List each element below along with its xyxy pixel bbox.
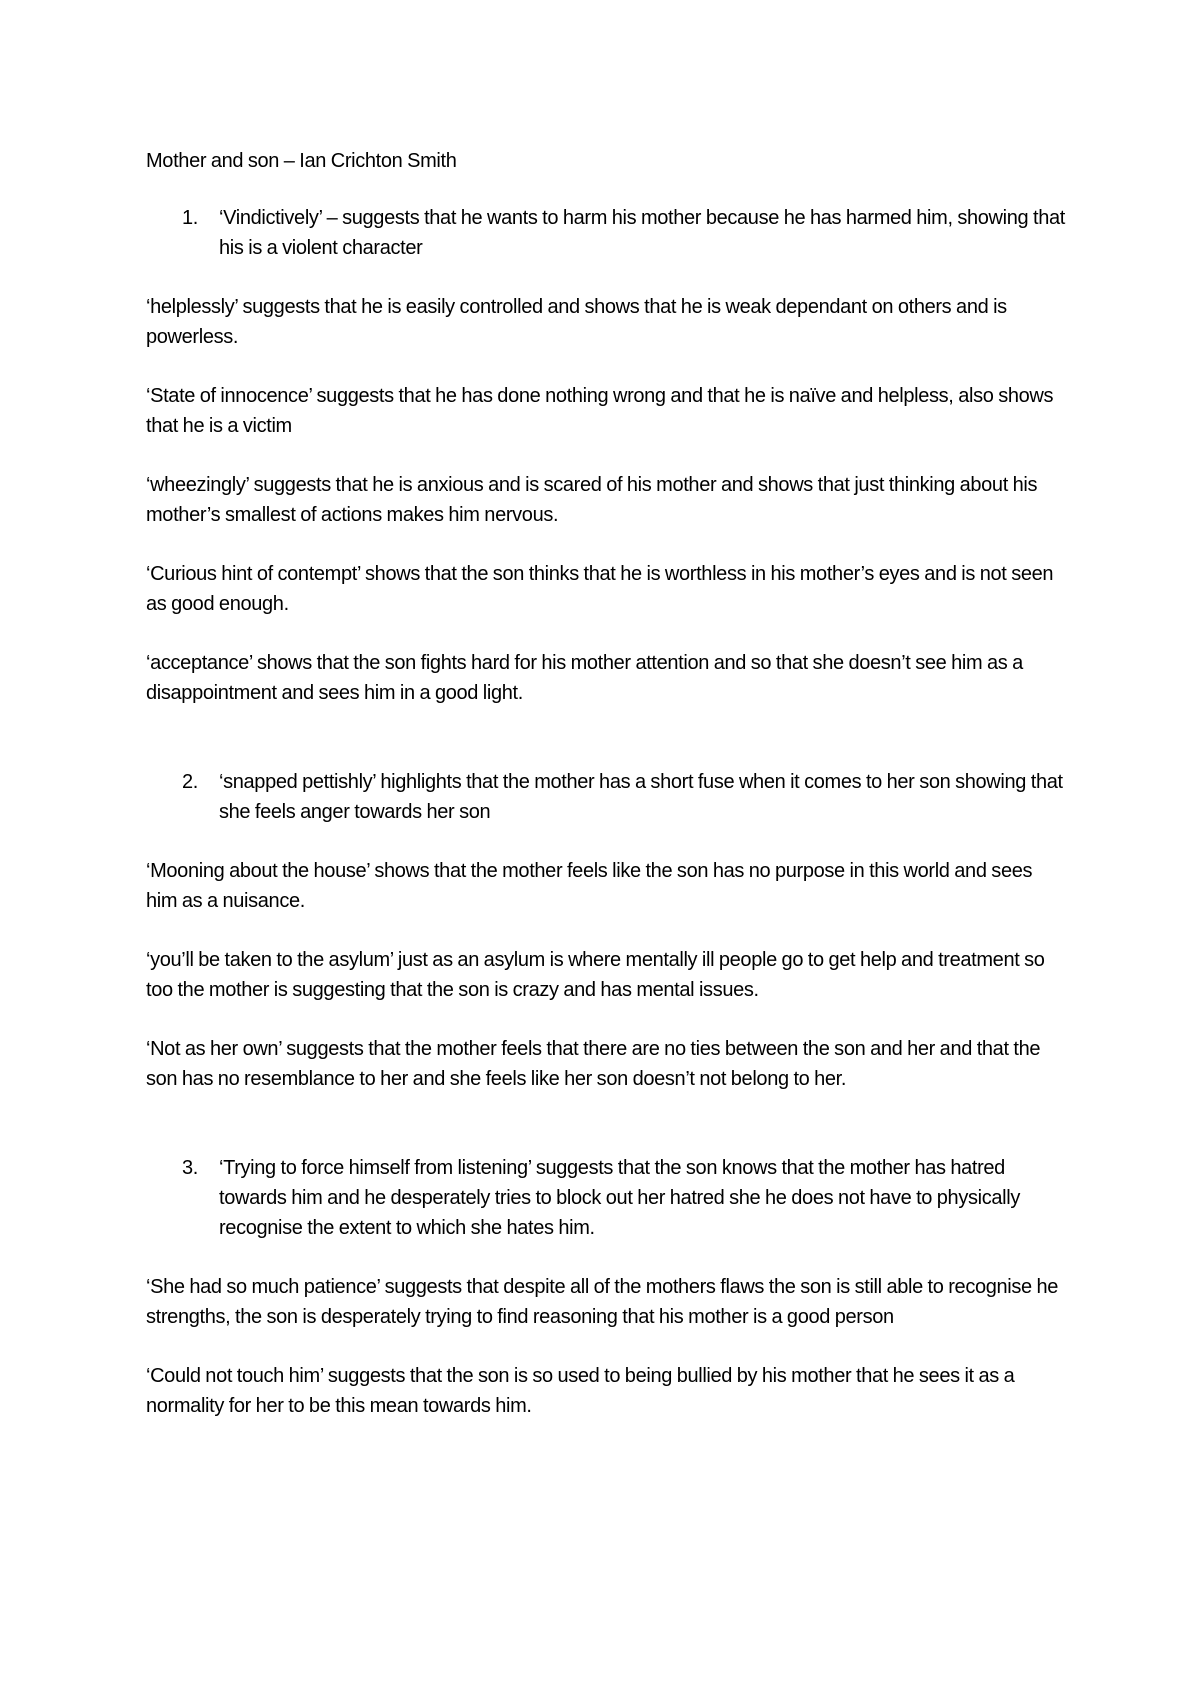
paragraph: ‘Could not touch him’ suggests that the son is so used to being bullied by his mother that he sees it as a normality for her to be this mean towards him. — [146, 1365, 1015, 1417]
numbered-item-2 — [146, 767, 1066, 827]
paragraph: ‘Not as her own’ suggests that the mother feels that there are no ties between the son and her and that the son has no resemblance to her and she feels like her son doesn’t not belong to her. — [146, 1038, 1041, 1090]
document-title: Mother and son – Ian Crichton Smith — [146, 150, 457, 172]
item-number: 1. — [182, 207, 198, 229]
paragraph: ‘State of innocence’ suggests that he has done nothing wrong and that he is naïve and helpless, also shows that he is a victim — [146, 385, 1054, 437]
paragraph: ‘acceptance’ shows that the son fights hard for his mother attention and so that she doesn’t see him as a disappointment and sees him in a good light. — [146, 652, 1023, 704]
paragraph: ‘Mooning about the house’ shows that the mother feels like the son has no purpose in this world and sees him as a nuisance. — [146, 860, 1033, 912]
paragraph: ‘helplessly’ suggests that he is easily controlled and shows that he is weak dependant on others and is powerless. — [146, 296, 1007, 348]
paragraph: ‘you’ll be taken to the asylum’ just as an asylum is where mentally ill people go to get help and treatment so too the mother is suggesting that the son is crazy and has mental issues. — [146, 949, 1045, 1001]
item-lead-text: ‘Vindictively’ – suggests that he wants to harm his mother because he has harmed him, showing that his is a violent character — [219, 207, 1065, 259]
item-number: 3. — [182, 1157, 198, 1179]
paragraph: ‘wheezingly’ suggests that he is anxious and is scared of his mother and shows that just thinking about his mother’s smallest of actions makes him nervous. — [146, 474, 1038, 526]
paragraph: ‘She had so much patience’ suggests that despite all of the mothers flaws the son is still able to recognise he strengths, the son is desperately trying to find reasoning that his mother is a good person — [146, 1276, 1059, 1328]
item-lead-text: ‘Trying to force himself from listening’ suggests that the son knows that the mother has hatred towards him and he desperately tries to block out her hatred she he does not have to physically recognise the extent to which she hates him. — [219, 1157, 1020, 1239]
numbered-item-3 — [146, 1153, 1066, 1243]
numbered-item-1 — [146, 203, 1066, 263]
paragraph: ‘Curious hint of contempt’ shows that the son thinks that he is worthless in his mother’s eyes and is not seen as good enough. — [146, 563, 1054, 615]
document-body — [146, 146, 1066, 1450]
item-number: 2. — [182, 771, 198, 793]
item-lead-text: ‘snapped pettishly’ highlights that the mother has a short fuse when it comes to her son showing that she feels anger towards her son — [219, 771, 1063, 823]
